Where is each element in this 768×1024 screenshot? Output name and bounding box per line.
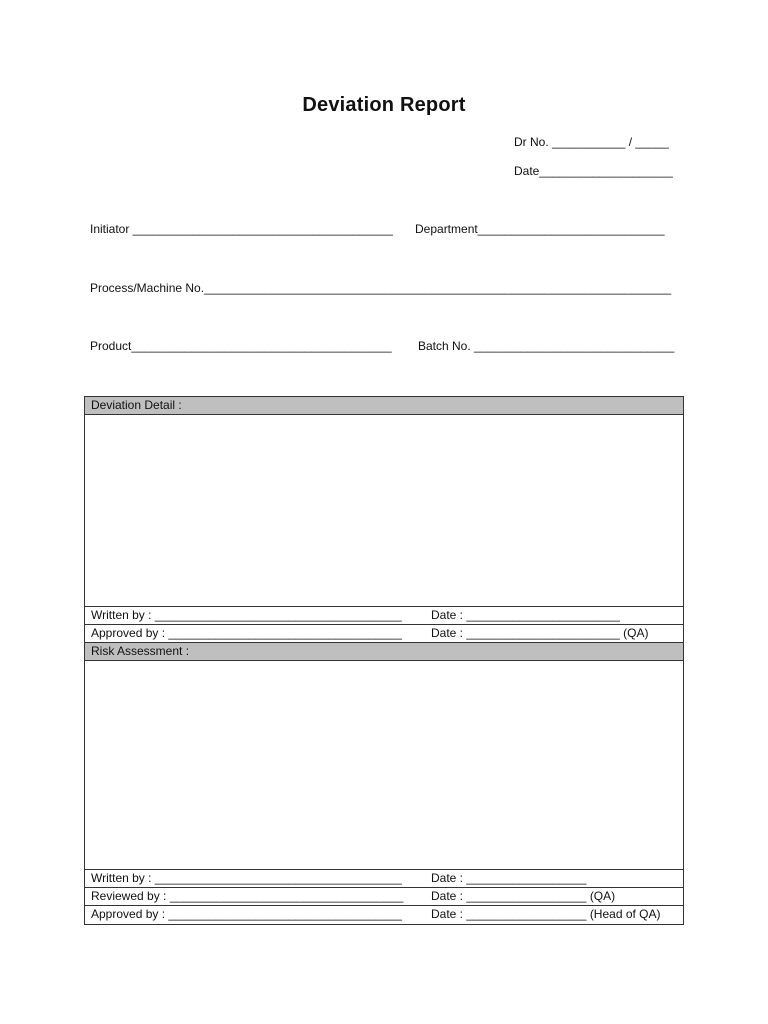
risk-assessment-area[interactable] <box>85 661 683 870</box>
department-field[interactable]: Department____________________________ <box>415 222 665 236</box>
risk-reviewed-by-row[interactable] <box>85 888 683 906</box>
page-title: Deviation Report <box>302 94 466 116</box>
deviation-detail-area[interactable] <box>85 415 683 607</box>
deviation-written-by-row[interactable] <box>85 607 683 625</box>
risk-written-by-date-field[interactable]: Date : __________________ <box>431 871 587 885</box>
written-by-field[interactable]: Written by : _____________________________________ <box>91 608 402 622</box>
risk-reviewed-by-date-field[interactable]: Date : __________________ (QA) <box>431 889 616 903</box>
batch-no-field[interactable]: Batch No. ______________________________ <box>418 339 675 353</box>
approved-by-date-field[interactable]: Date : _______________________ (QA) <box>431 626 649 640</box>
deviation-detail-header: Deviation Detail : <box>85 397 683 415</box>
deviation-approved-by-row[interactable] <box>85 625 683 643</box>
initiator-field[interactable]: Initiator _______________________________________ <box>90 222 393 236</box>
risk-written-by-row[interactable] <box>85 870 683 888</box>
risk-approved-by-row[interactable] <box>85 906 683 924</box>
process-machine-field[interactable]: Process/Machine No.______________________________________________________________________ <box>90 281 672 295</box>
risk-reviewed-by-field[interactable]: Reviewed by : ___________________________________ <box>91 889 404 903</box>
date-field[interactable]: Date____________________ <box>514 164 673 178</box>
risk-written-by-field[interactable]: Written by : _____________________________________ <box>91 871 402 885</box>
dr-no-field[interactable]: Dr No. ___________ / _____ <box>514 135 669 149</box>
product-field[interactable]: Product_______________________________________ <box>90 339 392 353</box>
deviation-detail-box <box>84 396 684 925</box>
risk-approved-by-date-field[interactable]: Date : __________________ (Head of QA) <box>431 907 661 921</box>
written-by-date-field[interactable]: Date : _______________________ <box>431 608 620 622</box>
approved-by-field[interactable]: Approved by : ___________________________________ <box>91 626 402 640</box>
risk-approved-by-field[interactable]: Approved by : ___________________________________ <box>91 907 402 921</box>
risk-assessment-header: Risk Assessment : <box>85 643 683 661</box>
